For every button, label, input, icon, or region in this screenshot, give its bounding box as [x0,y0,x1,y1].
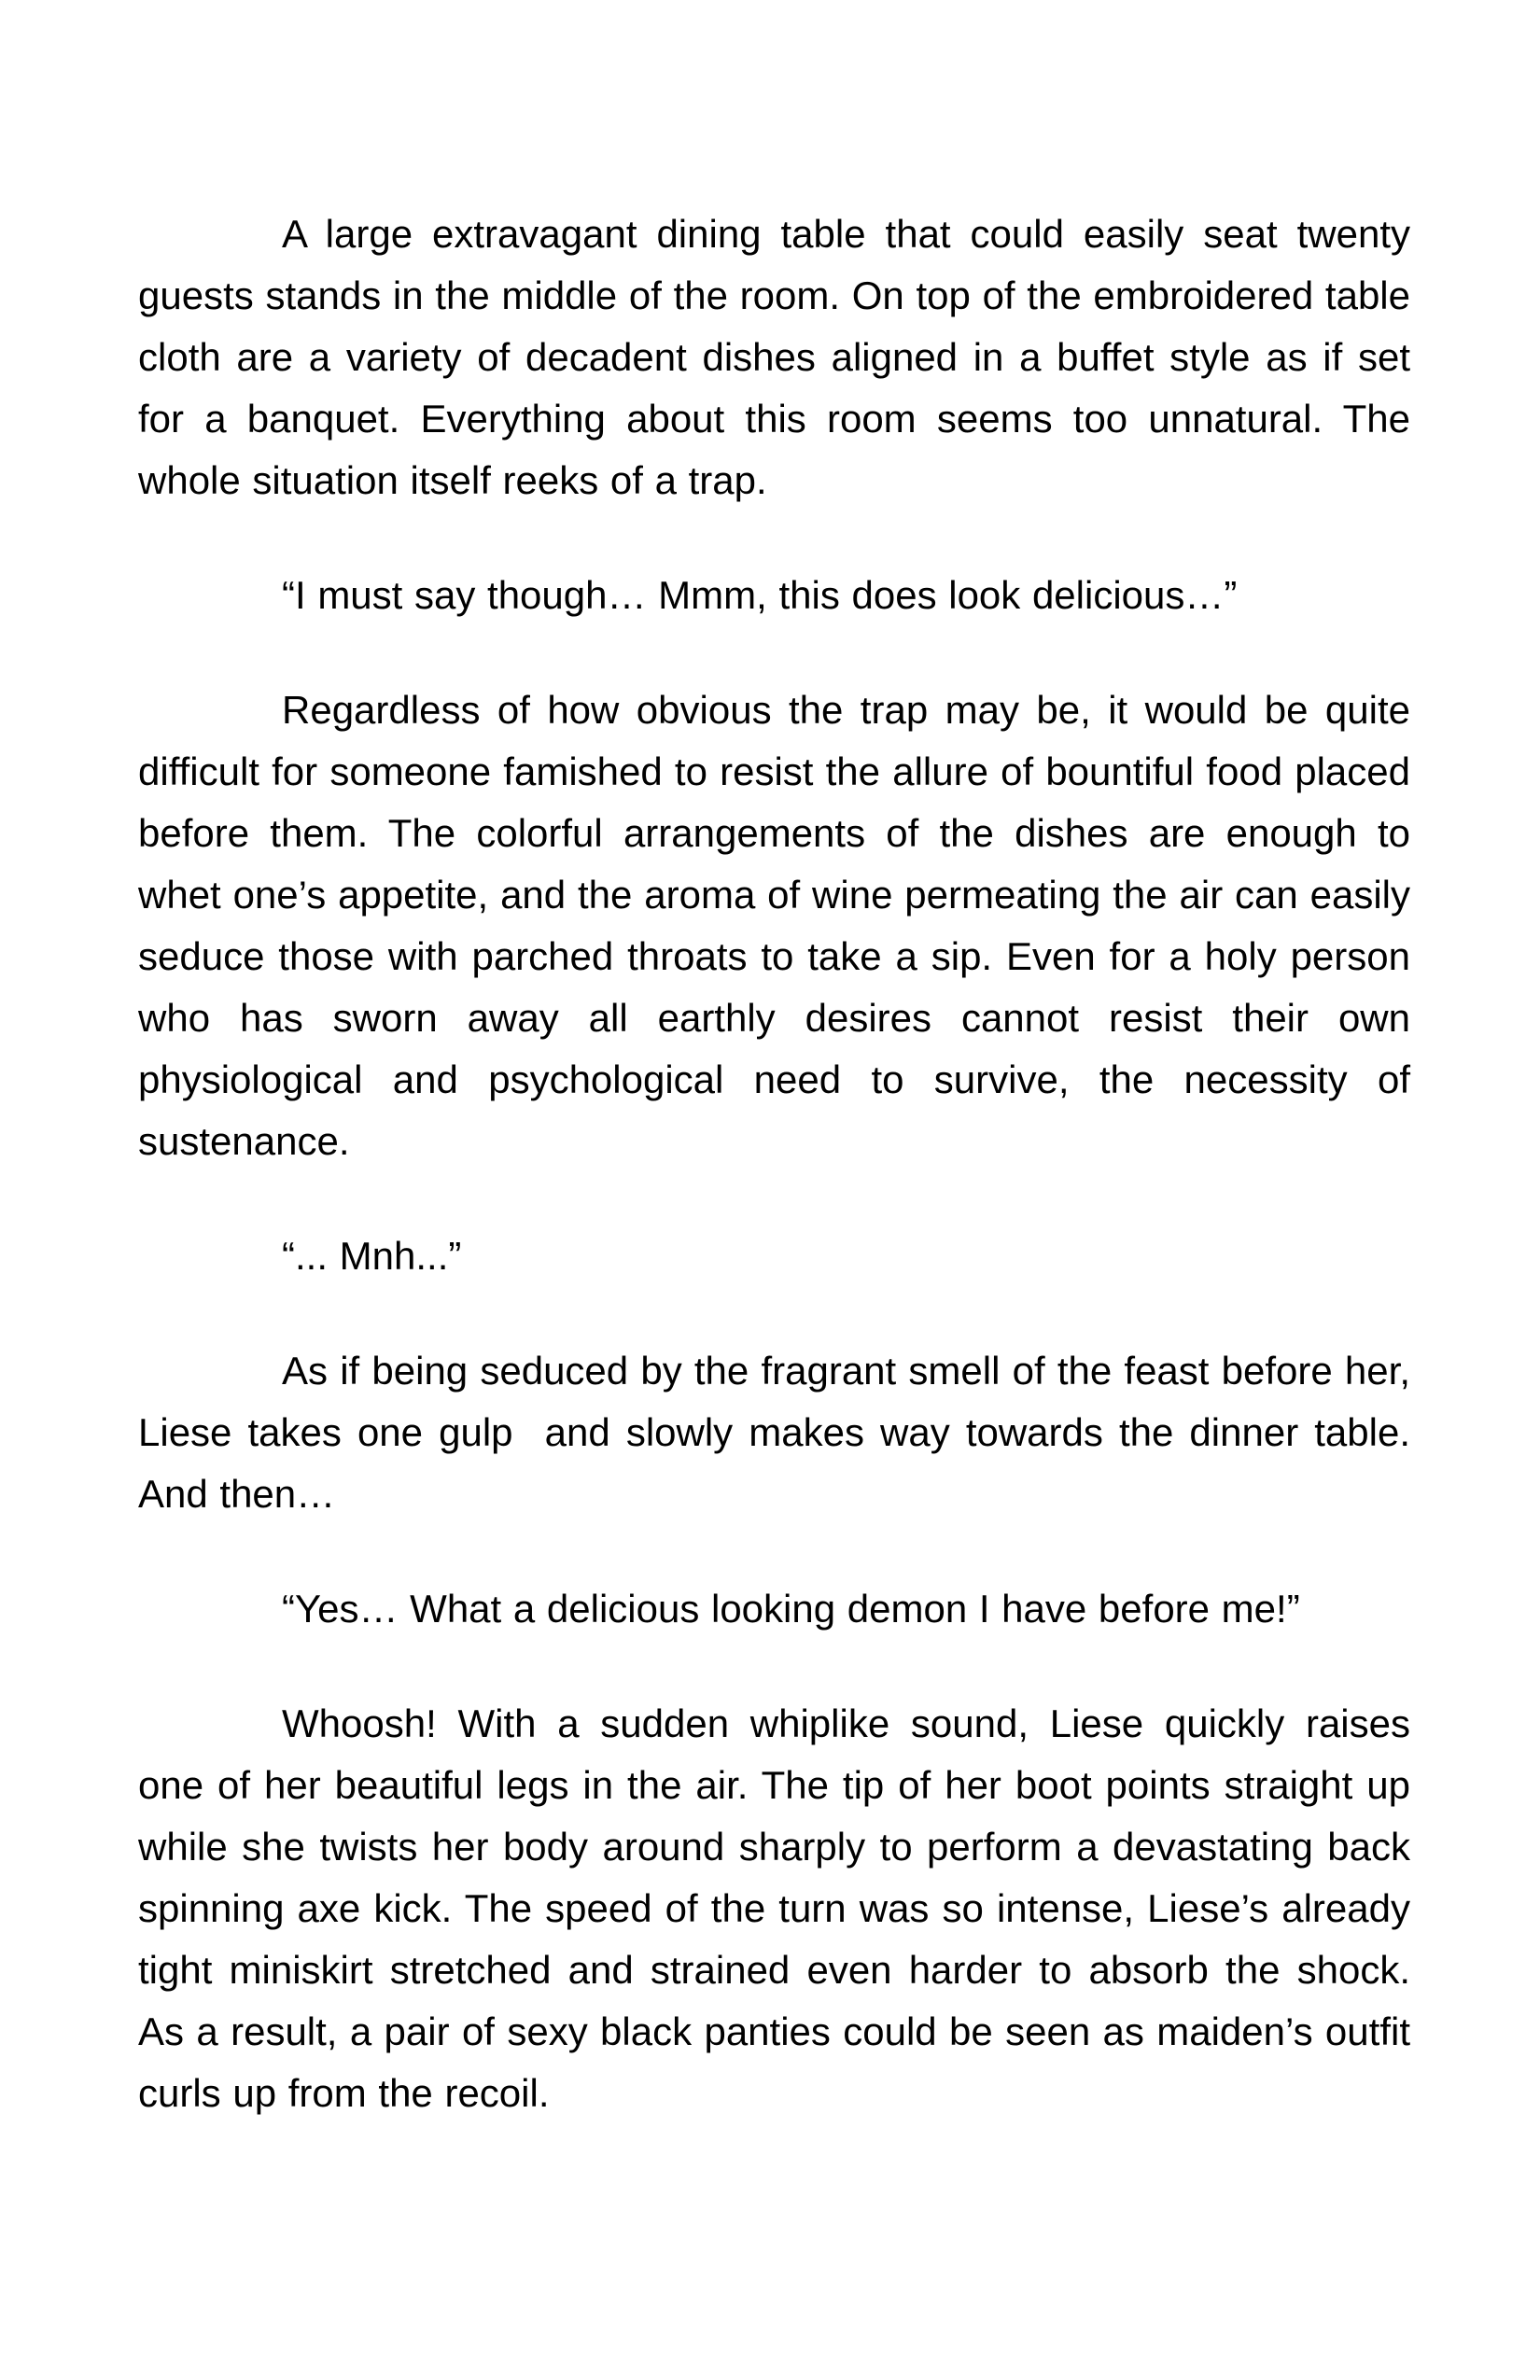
dialogue-line-2: “... Mnh...” [282,1234,462,1278]
narration-paragraph-4: Whoosh! With a sudden whiplike sound, Liese quickly raises one of her beautiful legs in the air. The tip of her boot points straight up while she twists her body around sharply to perform a devastating back spinning axe kick. The speed of the turn was so intense, Liese’s already tight miniskirt stretched and strained even harder to absorb the shock. As a result, a pair of sexy black panties could be seen as maiden’s outfit curls up from the recoil. [138,1701,1410,2115]
narration-paragraph-2: Regardless of how obvious the trap may be, it would be quite difficult for someone famished to resist the allure of bountiful food placed before them. The colorful arrangements of the dishes are enough to whet one’s appetite, and the aroma of wine permeating the air can easily seduce those with parched throats to take a sip. Even for a holy person who has sworn away all earthly desires cannot resist their own physiological and psychological need to survive, the necessity of sustenance. [138,688,1410,1163]
dialogue-line-1: “I must say though… Mmm, this does look delicious…” [282,573,1238,617]
narration-paragraph-1: A large extravagant dining table that could easily seat twenty guests stands in the middle of the room. On top of the embroidered table cloth are a variety of decadent dishes aligned in a buffet style as if set for a banquet. Everything about this room seems too unnatural. The whole situation itself reeks of a trap. [138,212,1410,502]
dialogue-line-3: “Yes… What a delicious looking demon I have before me!” [282,1587,1300,1631]
narration-paragraph-3: As if being seduced by the fragrant smell of the feast before her, Liese takes one gulp and slowly makes way towards the dinner table. And then… [138,1349,1410,1516]
